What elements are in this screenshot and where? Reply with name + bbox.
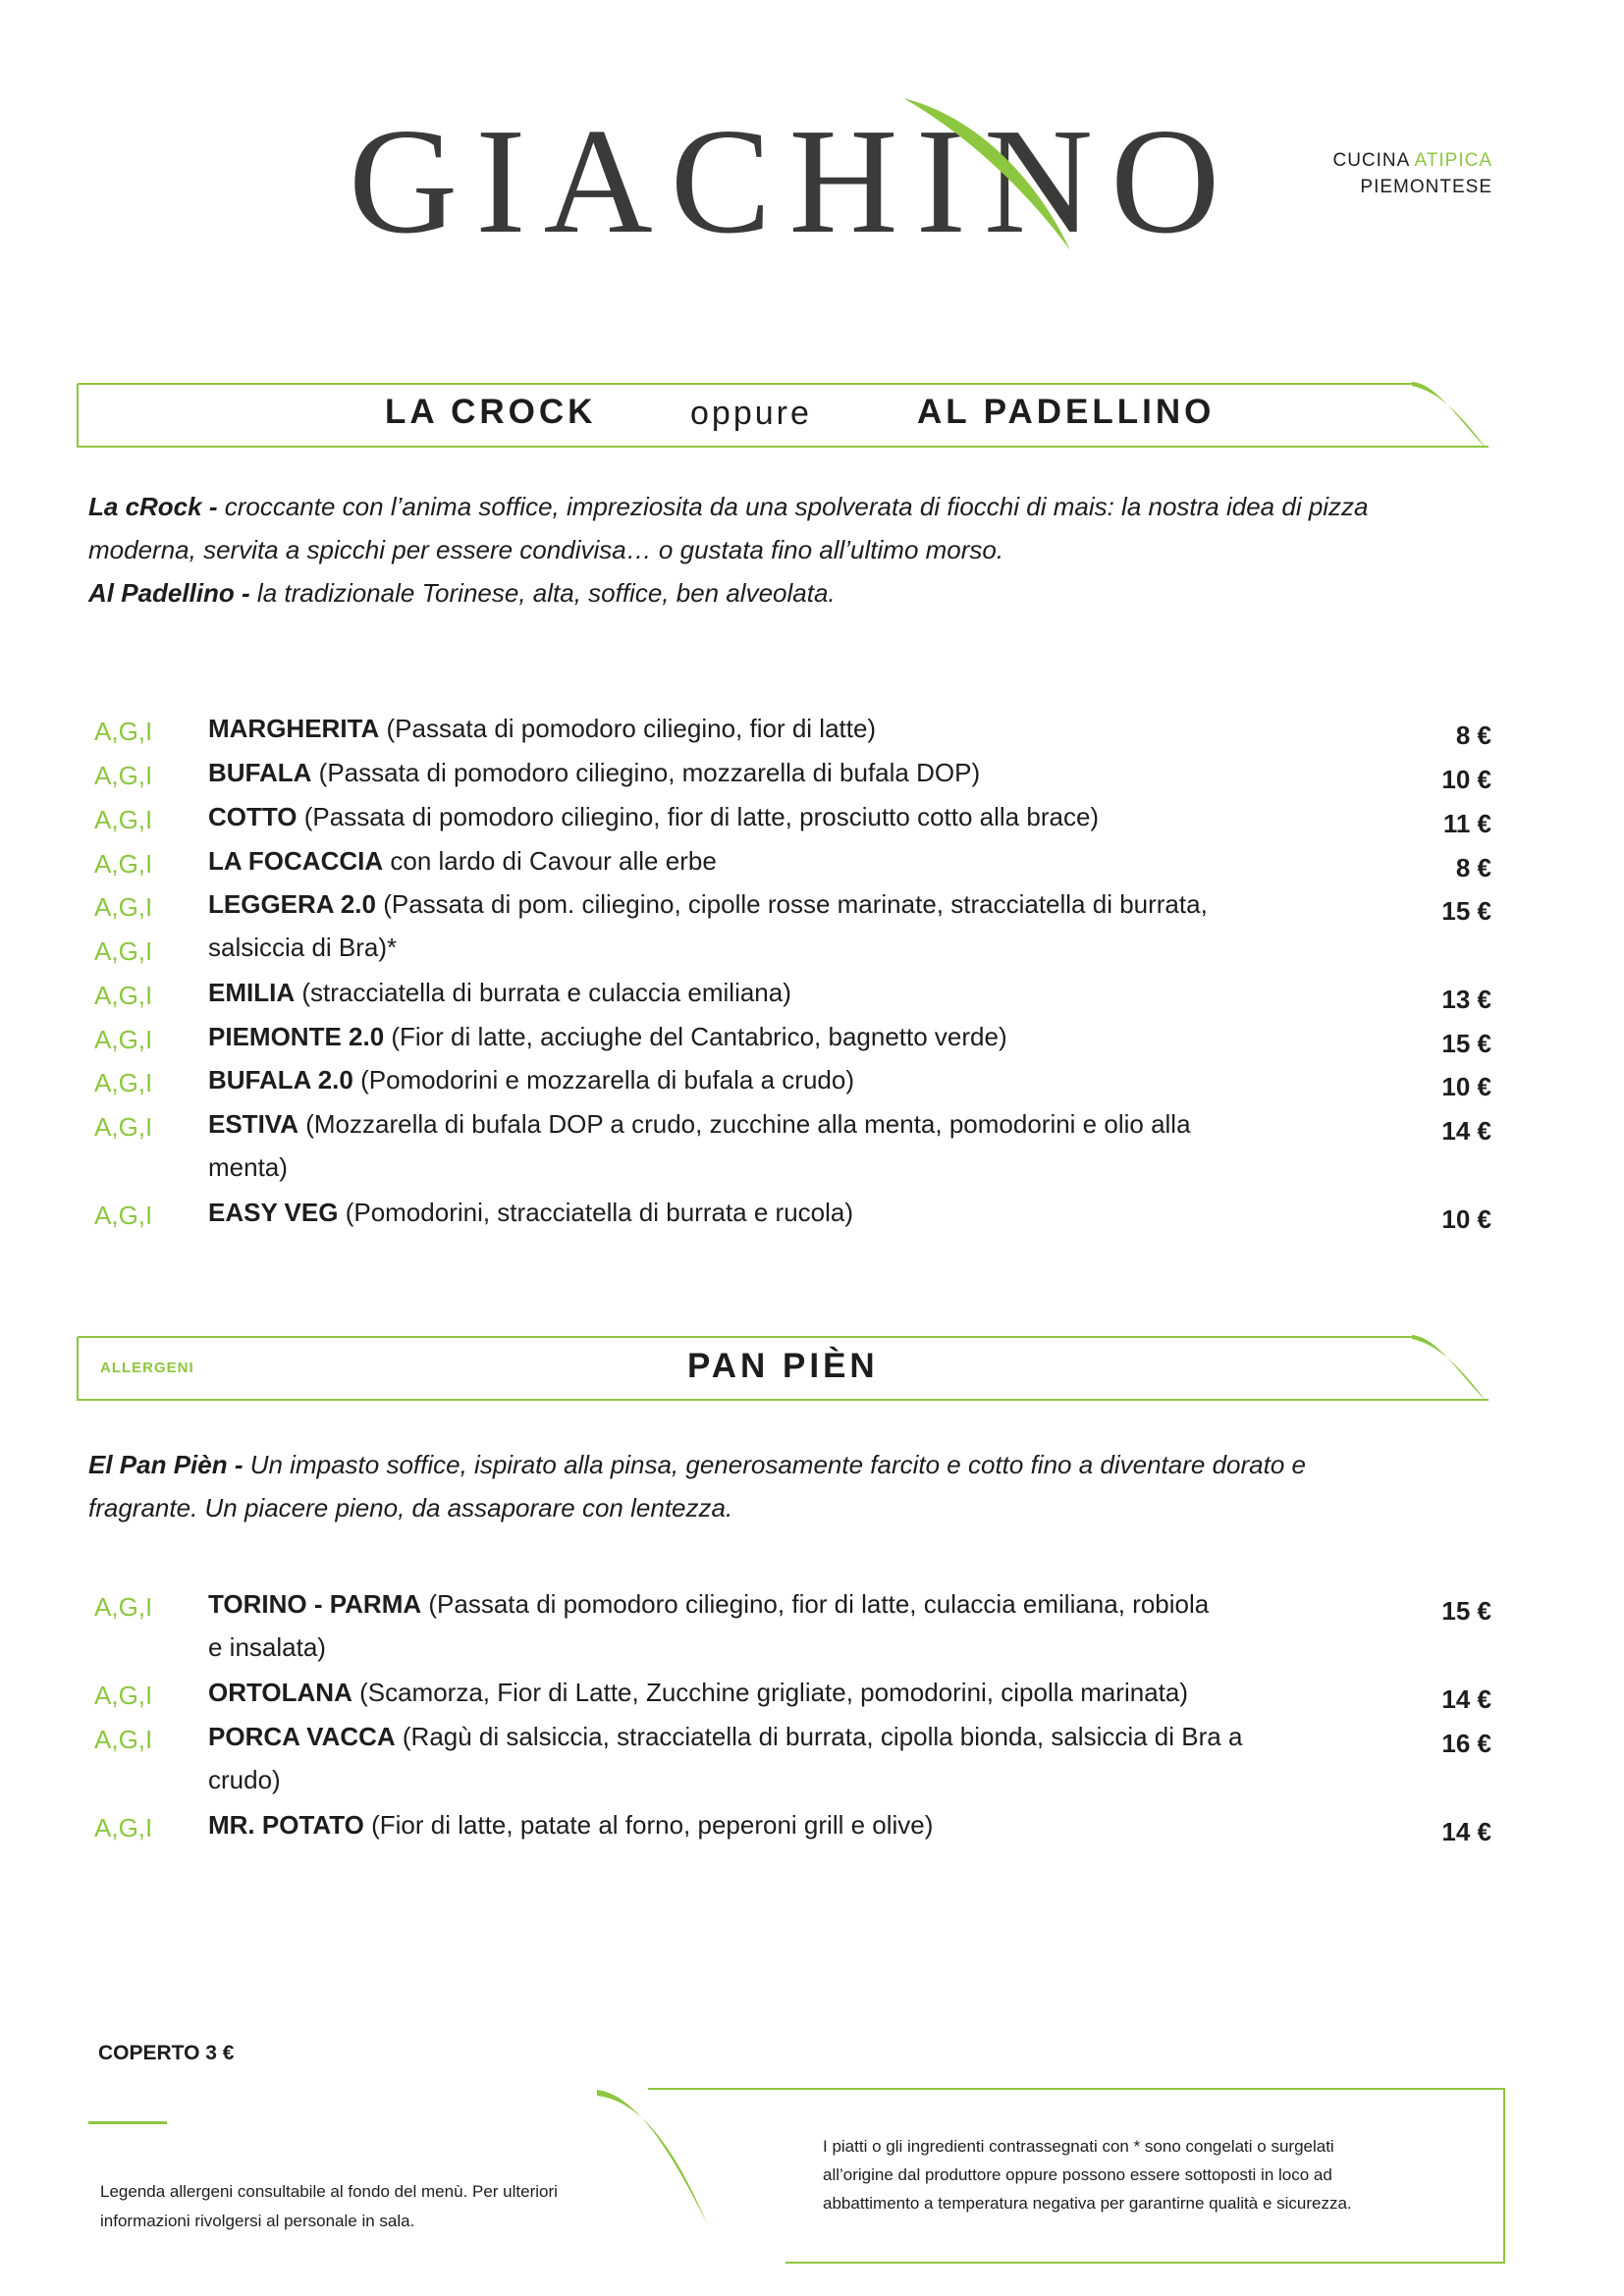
price: 16 €	[1441, 1729, 1491, 1758]
dish-description: EASY VEG (Pomodorini, stracciatella di burrata e rucola)	[208, 1198, 854, 1227]
price: 14 €	[1441, 1116, 1491, 1146]
dish-description: EMILIA (stracciatella di burrata e culaccia emiliana)	[208, 978, 791, 1007]
price: 15 €	[1441, 1596, 1491, 1626]
section-title-al-padellino: AL PADELLINO	[917, 393, 1216, 431]
allergen-codes: A,G,I	[94, 1201, 153, 1230]
intro-line: Al Padellino - la tradizionale Torinese, alta, soffice, ben alveolata.	[88, 578, 836, 608]
price: 10 €	[1441, 765, 1491, 794]
dish-description: LA FOCACCIA con lardo di Cavour alle erbe	[208, 846, 717, 876]
allergen-codes: A,G,I	[94, 892, 153, 922]
price: 15 €	[1441, 896, 1491, 926]
intro-line: El Pan Pièn - Un impasto soffice, ispirato alla pinsa, generosamente farcito e cotto fino a diventare dorato e	[88, 1450, 1306, 1479]
dish-description: BUFALA (Passata di pomodoro ciliegino, mozzarella di bufala DOP)	[208, 758, 981, 787]
intro-line: fragrante. Un piacere pieno, da assaporare con lentezza.	[88, 1493, 733, 1522]
intro-line: La cRock - croccante con l’anima soffice, impreziosita da una spolverata di fiocchi di mais: la nostra idea di pizza	[88, 492, 1369, 521]
tagline-atipica: ATIPICA	[1414, 150, 1492, 171]
price: 11 €	[1442, 809, 1491, 838]
dish-description: TORINO - PARMA (Passata di pomodoro ciliegino, fior di latte, culaccia emiliana, robiola e insalata)	[208, 1589, 1210, 1662]
dish-description: MARGHERITA (Passata di pomodoro ciliegino, fior di latte)	[208, 714, 877, 743]
dish-description: ESTIVA (Mozzarella di bufala DOP a crudo, zucchine alla menta, pomodorini e olio alla menta)	[208, 1109, 1191, 1182]
price: 14 €	[1441, 1684, 1491, 1714]
allergen-codes: A,G,I	[94, 936, 153, 966]
dish-description: ORTOLANA (Scamorza, Fior di Latte, Zucchine grigliate, pomodorini, cipolla marinata)	[208, 1678, 1189, 1707]
allergen-codes: A,G,I	[94, 981, 153, 1010]
dish-description: BUFALA 2.0 (Pomodorini e mozzarella di bufala a crudo)	[208, 1065, 854, 1095]
allergen-codes: A,G,I	[94, 1725, 153, 1754]
price: 15 €	[1441, 1029, 1491, 1058]
dish-description: MR. POTATO (Fior di latte, patate al forno, peperoni grill e olive)	[208, 1810, 934, 1840]
allergen-codes: A,G,I	[94, 1813, 153, 1842]
logo-swoosh	[864, 88, 1119, 265]
allergen-codes: A,G,I	[94, 805, 153, 834]
intro-line: moderna, servita a spicchi per essere condivisa… o gustata fino all’ultimo morso.	[88, 535, 1004, 564]
price: 13 €	[1441, 985, 1491, 1014]
allergen-codes: A,G,I	[94, 1592, 153, 1622]
price: 10 €	[1441, 1204, 1491, 1234]
allergen-codes: A,G,I	[94, 761, 153, 790]
section-title-pan-pien: PAN PIÈN	[687, 1347, 879, 1385]
section-title-oppure: oppure	[690, 395, 812, 432]
allergen-codes: A,G,I	[94, 1025, 153, 1054]
section-title-la-crock: LA CROCK	[385, 393, 597, 431]
price: 8 €	[1455, 853, 1491, 882]
allergen-codes: A,G,I	[94, 1068, 153, 1097]
dish-description: PIEMONTE 2.0 (Fior di latte, acciughe del Cantabrico, bagnetto verde)	[208, 1022, 1007, 1051]
allergen-codes: A,G,I	[94, 1681, 153, 1710]
section1-intro	[88, 485, 1463, 614]
dish-description: PORCA VACCA (Ragù di salsiccia, stracciatella di burrata, cipolla bionda, salsiccia di Bra a crudo)	[208, 1722, 1243, 1794]
tagline	[1332, 147, 1492, 200]
price: 8 €	[1455, 721, 1491, 750]
allergen-legend-note: Legenda allergeni consultabile al fondo del menù. Per ulteriori informazioni rivolgersi al personale in sala.	[100, 2182, 558, 2230]
allergen-codes: A,G,I	[94, 717, 153, 746]
footer-accent-line	[88, 2121, 167, 2124]
allergen-codes: A,G,I	[94, 849, 153, 879]
section2-intro	[88, 1443, 1463, 1529]
tagline-cucina: CUCINA	[1332, 150, 1415, 171]
allergen-codes: A,G,I	[94, 1112, 153, 1142]
price: 10 €	[1441, 1072, 1491, 1101]
allergeni-tag: ALLERGENI	[100, 1360, 194, 1376]
dish-description: COTTO (Passata di pomodoro ciliegino, fior di latte, prosciutto cotto alla brace)	[208, 802, 1100, 831]
brand-logo: GIACHINO	[349, 98, 1238, 265]
frozen-ingredients-note: I piatti o gli ingredienti contrassegnati con * sono congelati o surgelati all’origine dal produttore oppure possono essere sottoposti in loco ad abbattimento a temperatura negativa per garantirne qualità e sicurezza.	[823, 2137, 1352, 2213]
dish-description: LEGGERA 2.0 (Passata di pom. ciliegino, cipolle rosse marinate, stracciatella di burrata, salsiccia di Bra)*	[208, 889, 1208, 962]
price: 14 €	[1441, 1817, 1491, 1846]
coperto-charge: COPERTO 3 €	[98, 2042, 235, 2064]
tagline-piemontese: PIEMONTESE	[1360, 177, 1492, 197]
